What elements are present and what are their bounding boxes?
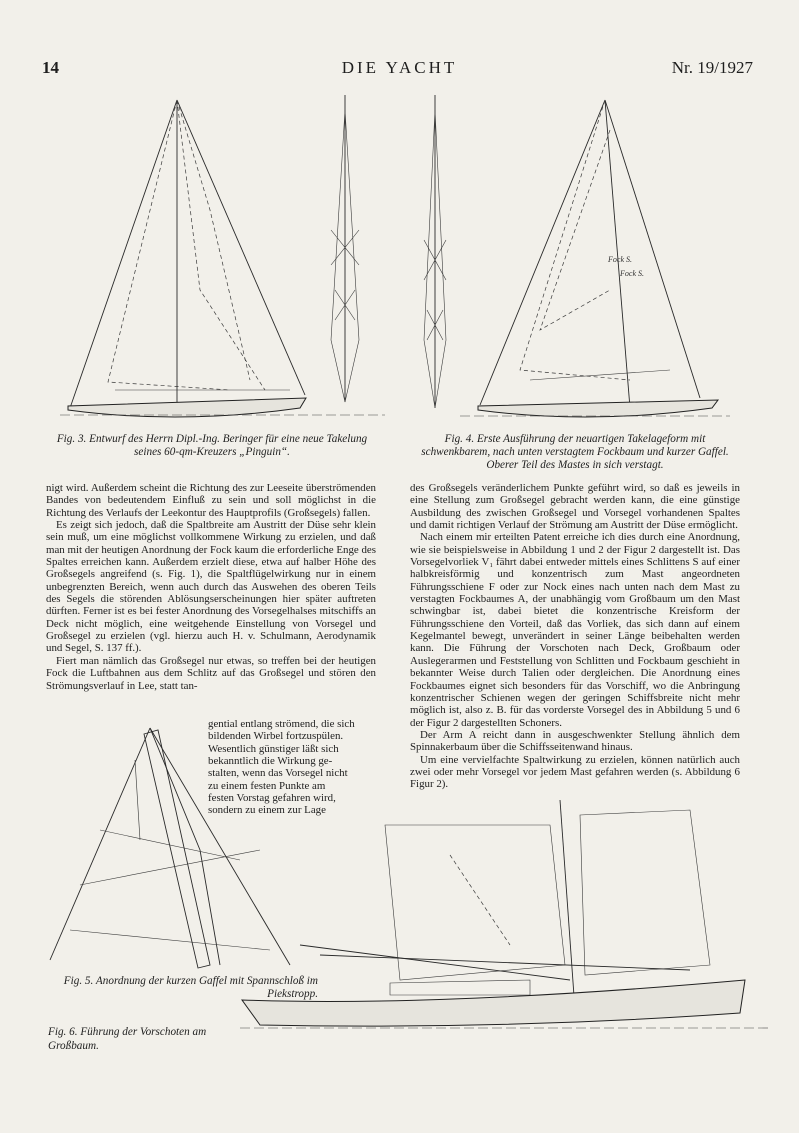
text-line: zu einem festen Punkte am [208, 779, 326, 792]
left-column [46, 482, 376, 692]
right-column [410, 482, 740, 791]
page-number: 14 [42, 58, 59, 77]
fig3-caption [46, 433, 378, 459]
paragraph: Der Arm A reicht dann in ausgeschwenkter Stellung ähnlich dem Spinnakerbaum über die Schiffsseitenwand hinaus. [410, 728, 740, 754]
text-line: festen Vorstag gefahren wird, [208, 792, 336, 805]
fig3-label: Fig. 3. [56, 433, 87, 445]
text-line: sondern zu einem zur Lage [208, 804, 326, 817]
text-line: Wesentlich günstiger läßt sich [208, 742, 339, 755]
fig6-schooner [240, 795, 770, 1055]
fig6-caption [48, 1025, 248, 1053]
journal-title: DIE YACHT [341, 58, 458, 77]
fig4-text: Erste Ausführung der neuartigen Takelageform mit schwenkbarem, nach unten verstagtem Fockbaum und kurzer Gaffel. Oberer Teil des Mastes in sich verstagt. [421, 433, 729, 471]
fig4-mark-b: Fock S. [620, 269, 644, 278]
paragraph: des Großsegels veränderlichem Punkte geführt wird, so daß es jeweils in eine Stellung zum Großsegel gebracht werden kann, die eine günstige Ausbildung des zwischen Großsegel und Vorsegel vorhandenen Spaltes und damit richtigen Verlauf der Strömung am Austritt der Düse ermöglicht. [410, 482, 740, 532]
text-line: gential entlang strömend, die sich [208, 718, 355, 730]
fig3-sail-plan [60, 90, 385, 425]
fig4-caption [410, 433, 740, 472]
fig5-label: Fig. 5. [63, 975, 94, 987]
fig6-text: Führung der Vorschoten am Großbaum. [48, 1026, 207, 1052]
text-line: stalten, wenn das Vorsegel nicht [208, 767, 348, 780]
text-line: bekanntlich die Wirkung ge- [208, 755, 333, 768]
text-line: bildenden Wirbel fortzuspülen. [208, 730, 344, 743]
paragraph: Fiert man nämlich das Großsegel nur etwas, so treffen bei der heutigen Fock die Luftbahnen aus dem Schlitz auf das Großsegel und stören den Strömungsverlauf in Lee, statt tan- [46, 654, 376, 692]
fig4-mark-a: Fock S. [608, 255, 632, 264]
paragraph: Nach einem mir erteilten Patent erreiche ich dies durch eine Anordnung, wie sie beispielsweise in Abbildung 1 und 2 der Figur 2 dargestellt ist. Das Vorsegelvorliek V₁ fährt dabei entweder mittels eines Schlittens S auf einer halbkreisförmig und konzentrisch zum Mast angeordneten Führungsschiene F oder zur Nock eines nach unten nach dem Mast zu verstagten Fockbaumes A, der unabhängig vom Großbaum um den Mast schwingbar ist, dabei bietet die konzentrische Kreisform der Führungsschiene den Vorteil, daß das Vorliek, das sich dann auf einem Kegelmantel bewegt, unverändert in seiner Länge beibehalten werden kann. Die Führung der Vorschoten nach Deck, Großbaum oder Auslegerarmen und Feststellung von Schlitten und Fockbaum geschieht in bekannter Weise durch Talien oder dergleichen. Die Anordnung eines Fockbaumes eignet sich besonders für das Vorschiff, wo die Anbringung konzentrischer Schienen wegen der geringen Schiffsbreite nicht mehr möglich ist, also z. B. für das vorderste Vorsegel des in Abbildung 5 und 6 der Figur 2 dargestellten Schoners. [410, 531, 740, 729]
fig5-text: Anordnung der kurzen Gaffel mit Spannschloß im Piekstropp. [95, 975, 318, 1000]
fig4-sail-plan [400, 90, 730, 430]
paragraph: Es zeigt sich jedoch, daß die Spaltbreite am Austritt der Düse sehr klein sein muß, um eine möglichst vollkommene Wirkung zu erzielen, und daß man mit der heutigen Anordnung der Fock kaum die erforderliche Enge des Spaltes erreichen kann. Außerdem erzielt diese, etwa auf halber Höhe des Großsegels angreifend (s. Fig. 1), die Spaltflügelwirkung nur in einem unbegrenzten Bereich, wenn auch durch das Auswehen des oberen Teils des Segels die störenden Ablösungserscheinungen hier später auftreten dürften. Ferner ist es bei fester Anordnung des Vorsegelhalses mitschiffs an Deck nicht möglich, eine weitgehende Einstellung von Vorsegel und Großsegel zu erzielen (vgl. hierzu auch H. v. Schulmann, Aerodynamik und Segel, S. 137 ff.). [46, 519, 376, 655]
issue-number: Nr. 19/1927 [671, 58, 753, 77]
paragraph: nigt wird. Außerdem scheint die Richtung des zur Leeseite überströmenden Bandes von bedeutendem Einfluß zu sein und soll möglichst in die Richtung des Verlaufs der Leekontur des Hauptprofils (Großsegels) fallen. [46, 482, 376, 519]
fig3-text: Entwurf des Herrn Dipl.-Ing. Beringer für eine neue Takelung seines 60-qm-Kreuzers „Pinguin“. [89, 433, 368, 458]
fig6-label: Fig. 6. [48, 1026, 78, 1038]
paragraph: Um eine vervielfachte Spaltwirkung zu erzielen, können natürlich auch zwei oder mehr Vorsegel vor jedem Mast gefahren werden (s. Abbildung 6 Figur 2). [410, 753, 740, 791]
fig4-label: Fig. 4. [444, 433, 475, 445]
